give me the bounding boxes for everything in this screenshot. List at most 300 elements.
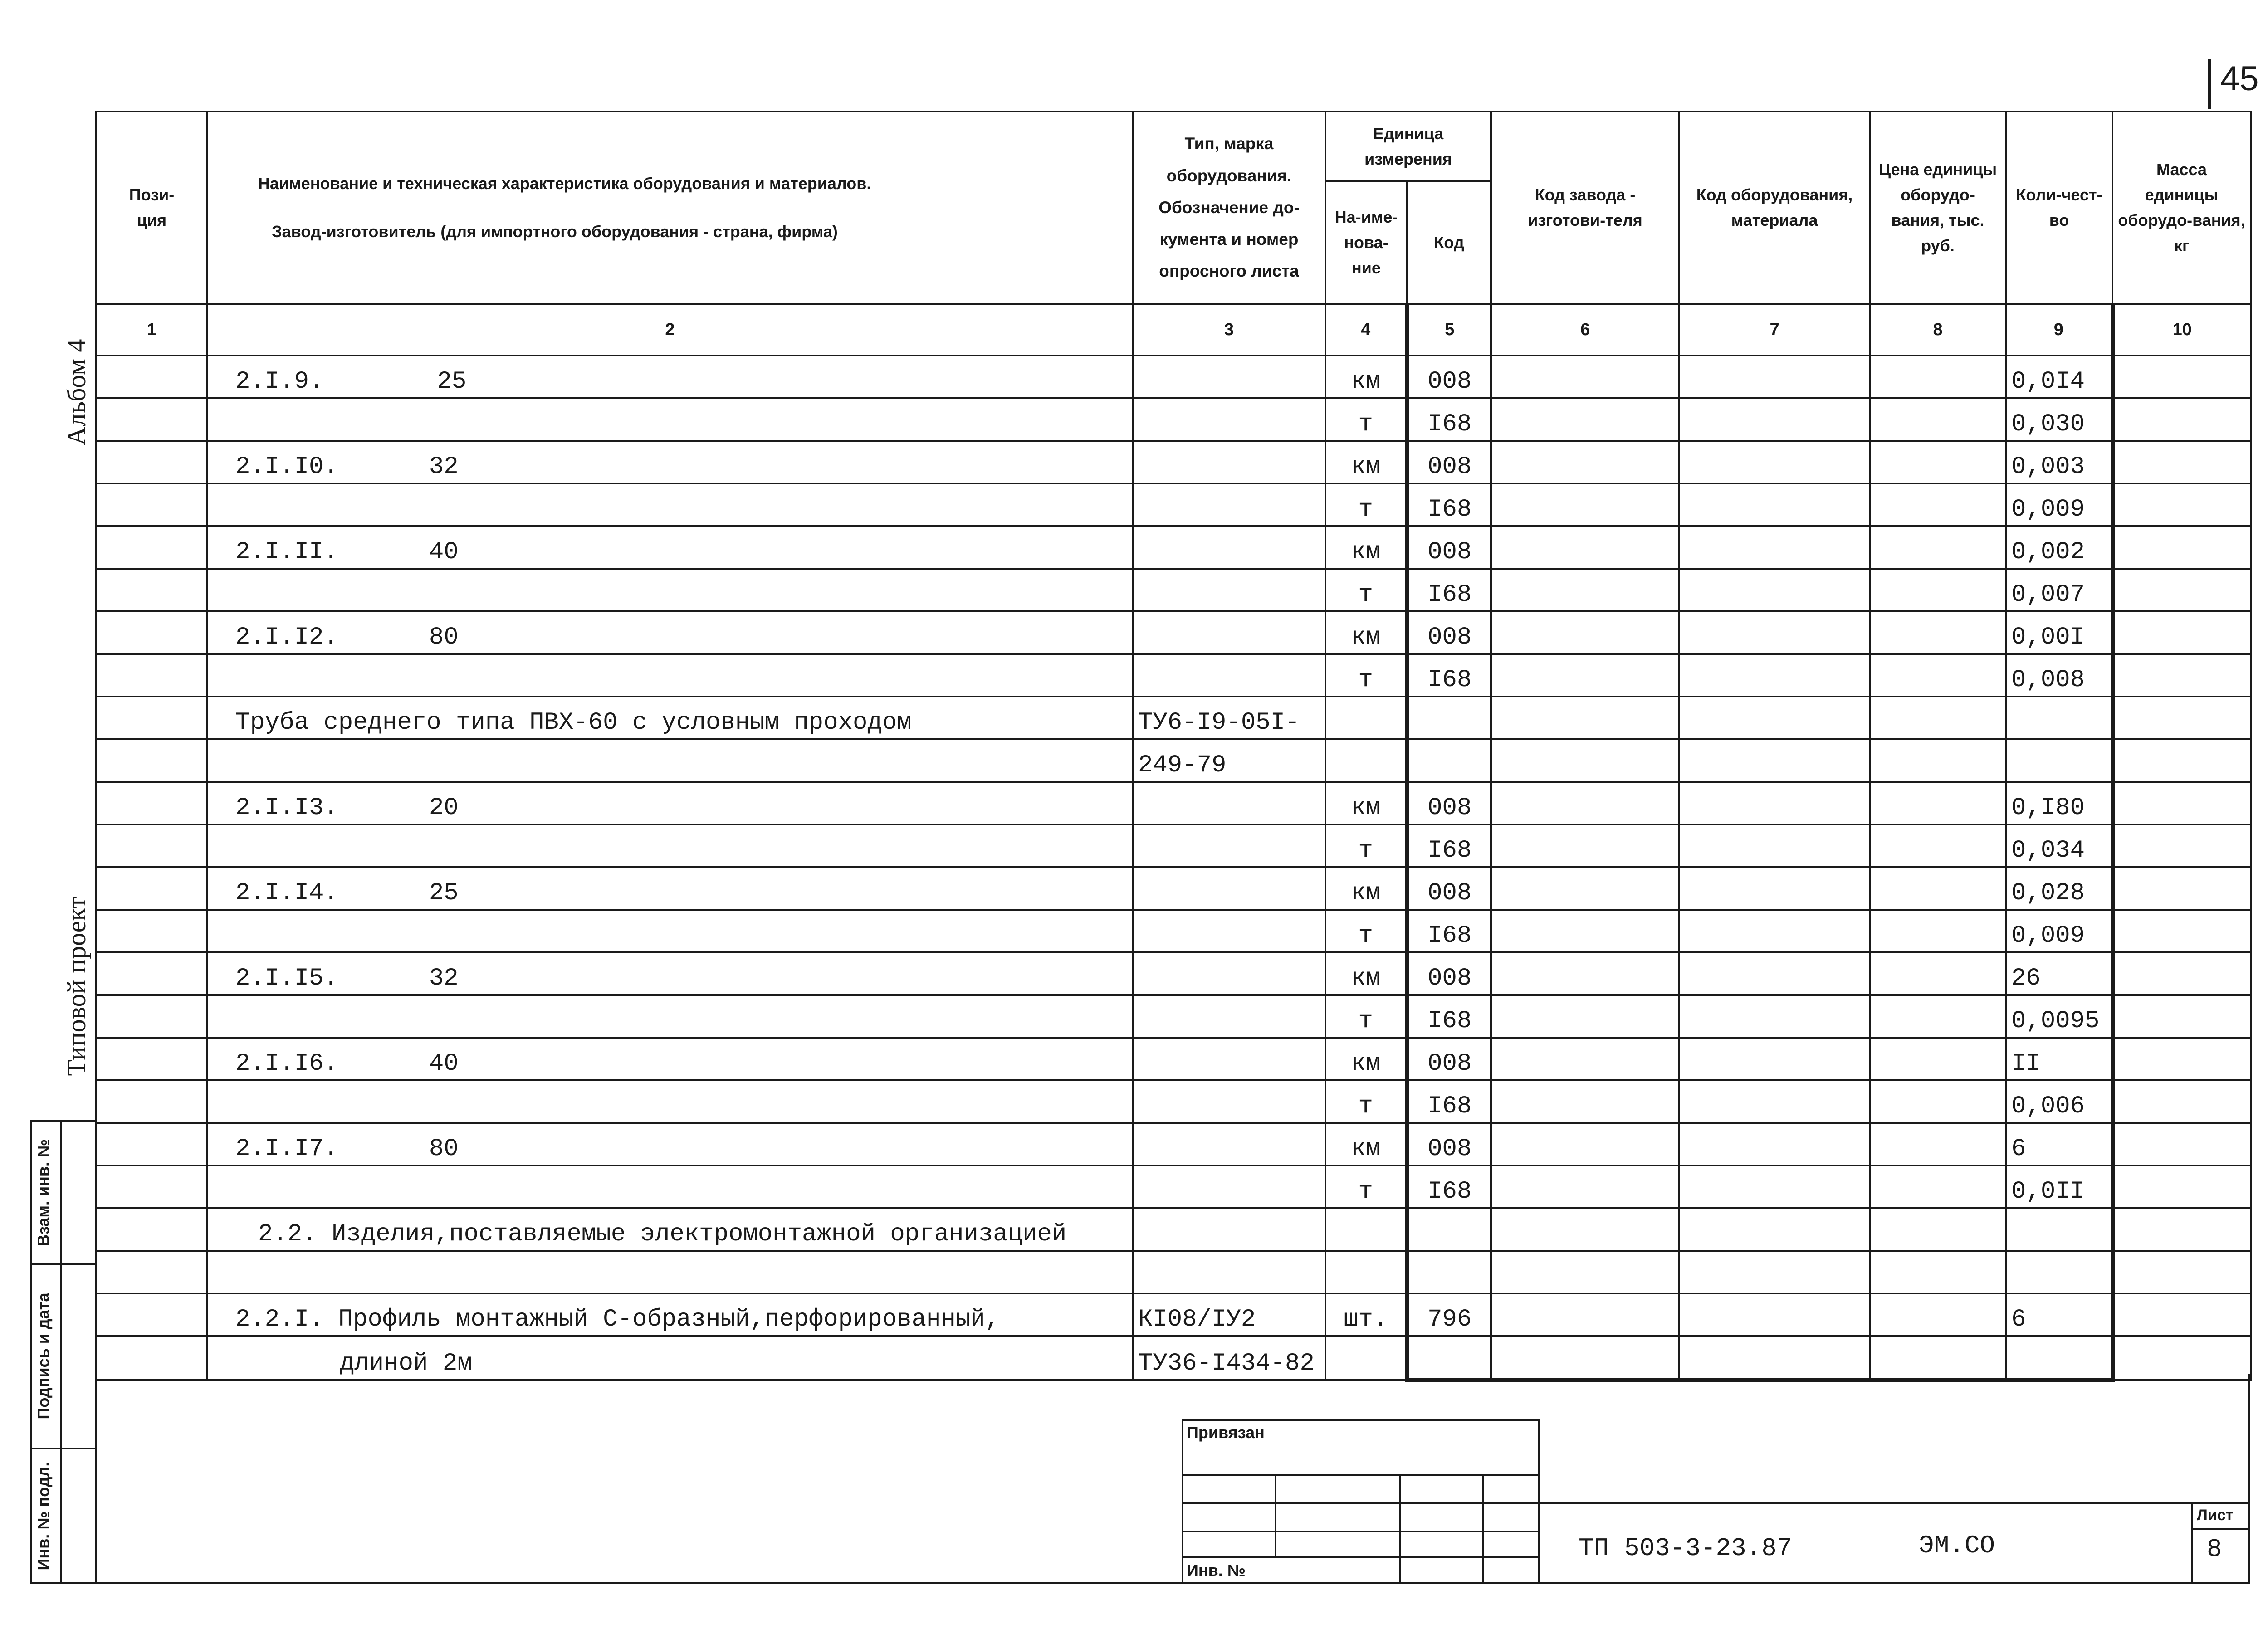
cell-unit <box>1325 1208 1407 1251</box>
cell-position <box>96 952 207 995</box>
table-row <box>96 483 2251 526</box>
cell-type <box>1133 995 1325 1038</box>
cell-price <box>1870 1336 2006 1380</box>
column-number-2: 2 <box>207 304 1133 356</box>
cell-factory-code <box>1491 867 1679 910</box>
cell-material-code <box>1679 739 1870 782</box>
cell-name-text: длиной 2м <box>340 1349 472 1377</box>
cell-name <box>207 739 1133 782</box>
cell-type <box>1133 441 1325 483</box>
cell-price <box>1870 1080 2006 1123</box>
cell-position <box>96 910 207 952</box>
cell-position <box>96 526 207 569</box>
cell-name <box>207 782 1133 824</box>
cell-quantity: 0,0095 <box>2006 995 2112 1038</box>
cell-price <box>1870 356 2006 398</box>
cell-unit-code <box>1407 697 1491 739</box>
cell-name <box>207 1293 1133 1336</box>
cell-dimension: 40 <box>429 538 459 566</box>
header-price: Цена единицы оборудо-вания, тыс. руб. <box>1870 112 2006 304</box>
cell-type: ТУ6-I9-05I- <box>1133 697 1325 739</box>
cell-mass <box>2112 995 2251 1038</box>
cell-factory-code <box>1491 356 1679 398</box>
cell-unit-code: 008 <box>1407 611 1491 654</box>
cell-unit-code: I68 <box>1407 910 1491 952</box>
cell-name <box>207 611 1133 654</box>
cell-unit: т <box>1325 1166 1407 1208</box>
column-number-3: 3 <box>1133 304 1325 356</box>
cell-price <box>1870 1208 2006 1251</box>
cell-material-code <box>1679 824 1870 867</box>
cell-material-code <box>1679 867 1870 910</box>
cell-factory-code <box>1491 697 1679 739</box>
table-row <box>96 356 2251 398</box>
cell-name <box>207 654 1133 697</box>
cell-factory-code <box>1491 739 1679 782</box>
cell-price <box>1870 483 2006 526</box>
cell-mass <box>2112 1293 2251 1336</box>
cell-type <box>1133 867 1325 910</box>
table-row <box>96 995 2251 1038</box>
cell-name <box>207 1123 1133 1166</box>
cell-factory-code <box>1491 1123 1679 1166</box>
header-factory-code: Код завода - изготови-теля <box>1491 112 1679 304</box>
cell-mass <box>2112 1123 2251 1166</box>
cell-name-text: 2.2. Изделия,поставляемые электромонтажной организацией <box>258 1220 1067 1248</box>
cell-price <box>1870 1038 2006 1080</box>
column-numbers-row <box>96 304 2251 356</box>
cell-position <box>96 1166 207 1208</box>
cell-unit-code: 796 <box>1407 1293 1491 1336</box>
cell-quantity: 0,009 <box>2006 483 2112 526</box>
cell-unit-code <box>1407 1336 1491 1380</box>
cell-name <box>207 910 1133 952</box>
cell-unit-code: I68 <box>1407 1080 1491 1123</box>
cell-material-code <box>1679 356 1870 398</box>
table-row <box>96 611 2251 654</box>
cell-price <box>1870 569 2006 611</box>
table-row <box>96 697 2251 739</box>
cell-unit: км <box>1325 782 1407 824</box>
titleblock-top <box>1539 1502 2250 1504</box>
table-row <box>96 1336 2251 1380</box>
cell-name-text: Труба среднего типа ПВХ-60 с условным проходом <box>235 709 912 737</box>
sheet-label: Лист <box>2197 1507 2234 1524</box>
cell-name <box>207 569 1133 611</box>
cell-type <box>1133 483 1325 526</box>
album-label: Альбом 4 <box>62 339 91 446</box>
cell-price <box>1870 995 2006 1038</box>
cell-name <box>207 1038 1133 1080</box>
cell-dimension: 32 <box>429 965 459 992</box>
table-row <box>96 824 2251 867</box>
cell-price <box>1870 782 2006 824</box>
cell-name <box>207 1080 1133 1123</box>
table-row <box>96 952 2251 995</box>
header-type: Тип, марка оборудования. Обозначение до-кумента и номер опросного листа <box>1133 112 1325 304</box>
cell-type <box>1133 1038 1325 1080</box>
cell-quantity: 0,009 <box>2006 910 2112 952</box>
column-number-7: 7 <box>1679 304 1870 356</box>
cell-quantity <box>2006 697 2112 739</box>
cell-quantity: 0,003 <box>2006 441 2112 483</box>
cell-material-code <box>1679 441 1870 483</box>
header-name <box>207 112 1133 304</box>
cell-dimension: 80 <box>429 624 459 651</box>
privyazan-vline-1 <box>1275 1474 1276 1558</box>
cell-material-code <box>1679 1293 1870 1336</box>
cell-factory-code <box>1491 1336 1679 1380</box>
cell-material-code <box>1679 910 1870 952</box>
cell-factory-code <box>1491 1038 1679 1080</box>
table-row <box>96 441 2251 483</box>
cell-mass <box>2112 654 2251 697</box>
cell-type <box>1133 952 1325 995</box>
header-name-line2: Завод-изготовитель (для импортного оборудования - страна, фирма) <box>272 222 838 241</box>
cell-unit-code: 008 <box>1407 867 1491 910</box>
cell-material-code <box>1679 1123 1870 1166</box>
cell-unit-code: 008 <box>1407 782 1491 824</box>
cell-unit: км <box>1325 867 1407 910</box>
table-row <box>96 1166 2251 1208</box>
header-unit-group: Единица измерения <box>1325 112 1491 181</box>
cell-type <box>1133 910 1325 952</box>
frame-bottom <box>30 1582 2250 1584</box>
cell-factory-code <box>1491 483 1679 526</box>
cell-quantity: 0,00I <box>2006 611 2112 654</box>
cell-unit-code: I68 <box>1407 569 1491 611</box>
header-unit-code: Код <box>1407 181 1491 304</box>
privyazan-vline-3 <box>1482 1474 1484 1584</box>
cell-unit <box>1325 1251 1407 1293</box>
cell-name-text: 2.I.I3. <box>235 794 338 822</box>
cell-name-text: 2.I.I7. <box>235 1135 338 1163</box>
cell-type <box>1133 1166 1325 1208</box>
cell-position <box>96 1038 207 1080</box>
project-label: Типовой проект <box>62 897 91 1076</box>
header-material-code: Код оборудования, материала <box>1679 112 1870 304</box>
cell-price <box>1870 1123 2006 1166</box>
cell-quantity <box>2006 1251 2112 1293</box>
cell-position <box>96 654 207 697</box>
cell-mass <box>2112 739 2251 782</box>
table-row <box>96 1123 2251 1166</box>
cell-name <box>207 441 1133 483</box>
cell-mass <box>2112 782 2251 824</box>
table-row <box>96 526 2251 569</box>
document-mark: ЭМ.СО <box>1919 1531 1995 1560</box>
cell-unit: т <box>1325 398 1407 441</box>
cell-material-code <box>1679 1038 1870 1080</box>
cell-name-text: 2.2.I. Профиль монтажный С-образный,перфорированный, <box>235 1306 1000 1333</box>
cell-unit: т <box>1325 1080 1407 1123</box>
cell-unit-code: I68 <box>1407 398 1491 441</box>
cell-mass <box>2112 952 2251 995</box>
cell-material-code <box>1679 398 1870 441</box>
table-row <box>96 569 2251 611</box>
cell-material-code <box>1679 569 1870 611</box>
cell-material-code <box>1679 611 1870 654</box>
cell-name <box>207 483 1133 526</box>
privyazan-box <box>1182 1419 1540 1584</box>
cell-name <box>207 952 1133 995</box>
cell-unit: км <box>1325 356 1407 398</box>
privyazan-label: Привязан <box>1187 1423 1265 1442</box>
cell-type: ТУ36-I434-82 <box>1133 1336 1325 1380</box>
cell-mass <box>2112 356 2251 398</box>
cell-position <box>96 697 207 739</box>
cell-price <box>1870 867 2006 910</box>
cell-material-code <box>1679 526 1870 569</box>
cell-material-code <box>1679 1208 1870 1251</box>
cell-quantity: 0,I80 <box>2006 782 2112 824</box>
column-number-8: 8 <box>1870 304 2006 356</box>
cell-name <box>207 1166 1133 1208</box>
cell-position <box>96 739 207 782</box>
cell-dimension: 32 <box>429 453 459 481</box>
cell-factory-code <box>1491 441 1679 483</box>
cell-position <box>96 824 207 867</box>
column-number-5: 5 <box>1407 304 1491 356</box>
stamp-sign-label: Подпись и дата <box>34 1293 53 1419</box>
cell-quantity: 0,008 <box>2006 654 2112 697</box>
cell-name-text: 2.I.I6. <box>235 1050 338 1078</box>
cell-unit-code <box>1407 1208 1491 1251</box>
cell-position <box>96 1123 207 1166</box>
sheet-box-divider <box>2191 1528 2250 1530</box>
cell-unit-code: 008 <box>1407 1038 1491 1080</box>
cell-name <box>207 398 1133 441</box>
specification-table <box>95 111 2252 1382</box>
cell-material-code <box>1679 483 1870 526</box>
table-row <box>96 910 2251 952</box>
table-row <box>96 1251 2251 1293</box>
privyazan-hline-3 <box>1182 1531 1540 1532</box>
cell-unit: т <box>1325 910 1407 952</box>
cell-factory-code <box>1491 1251 1679 1293</box>
cell-dimension: 20 <box>429 794 459 822</box>
cell-quantity: 26 <box>2006 952 2112 995</box>
cell-unit: шт. <box>1325 1293 1407 1336</box>
cell-unit-code: I68 <box>1407 995 1491 1038</box>
cell-name <box>207 1208 1133 1251</box>
cell-material-code <box>1679 1166 1870 1208</box>
column-number-9: 9 <box>2006 304 2112 356</box>
cell-position <box>96 995 207 1038</box>
cell-unit: км <box>1325 1123 1407 1166</box>
cell-position <box>96 1080 207 1123</box>
cell-unit: км <box>1325 441 1407 483</box>
cell-type <box>1133 1080 1325 1123</box>
privyazan-hline-4 <box>1182 1556 1540 1558</box>
column-number-4: 4 <box>1325 304 1407 356</box>
cell-unit: т <box>1325 995 1407 1038</box>
cell-dimension: 40 <box>429 1050 459 1078</box>
cell-unit: км <box>1325 952 1407 995</box>
cell-type: КI08/IУ2 <box>1133 1293 1325 1336</box>
cell-price <box>1870 398 2006 441</box>
stamp-inv-label: Инв. № подл. <box>34 1462 53 1571</box>
cell-factory-code <box>1491 654 1679 697</box>
cell-factory-code <box>1491 1166 1679 1208</box>
header-unit-name: На-име-нова-ние <box>1325 181 1407 304</box>
cell-unit: км <box>1325 1038 1407 1080</box>
cell-quantity: 0,030 <box>2006 398 2112 441</box>
cell-mass <box>2112 1336 2251 1380</box>
cell-mass <box>2112 483 2251 526</box>
cell-unit-code: I68 <box>1407 1166 1491 1208</box>
cell-type <box>1133 398 1325 441</box>
cell-factory-code <box>1491 824 1679 867</box>
cell-position <box>96 867 207 910</box>
cell-unit-code: 008 <box>1407 356 1491 398</box>
cell-dimension: 25 <box>437 368 467 395</box>
sheet-number: 8 <box>2207 1535 2222 1564</box>
cell-price <box>1870 654 2006 697</box>
cell-quantity <box>2006 1208 2112 1251</box>
table-row <box>96 782 2251 824</box>
cell-mass <box>2112 569 2251 611</box>
cell-position <box>96 398 207 441</box>
cell-quantity: 6 <box>2006 1293 2112 1336</box>
stamp-strip-inv-value <box>60 1448 97 1584</box>
cell-mass <box>2112 611 2251 654</box>
privyazan-vline-2 <box>1399 1474 1401 1584</box>
stamp-vzam-label: Взам. инв. № <box>34 1139 53 1247</box>
cell-material-code <box>1679 952 1870 995</box>
cell-mass <box>2112 910 2251 952</box>
cell-type <box>1133 569 1325 611</box>
cell-type <box>1133 1123 1325 1166</box>
cell-quantity <box>2006 739 2112 782</box>
cell-unit-code <box>1407 1251 1491 1293</box>
cell-price <box>1870 1293 2006 1336</box>
page-number: 45 <box>2220 59 2259 98</box>
cell-type <box>1133 1208 1325 1251</box>
cell-unit: км <box>1325 611 1407 654</box>
cell-quantity: 0,006 <box>2006 1080 2112 1123</box>
cell-name-text: 2.I.9. <box>235 368 324 395</box>
header-quantity: Коли-чест-во <box>2006 112 2112 304</box>
cell-material-code <box>1679 697 1870 739</box>
table-row <box>96 398 2251 441</box>
cell-factory-code <box>1491 611 1679 654</box>
cell-dimension: 25 <box>429 879 459 907</box>
cell-type <box>1133 611 1325 654</box>
cell-unit-code: I68 <box>1407 654 1491 697</box>
cell-mass <box>2112 441 2251 483</box>
cell-name-text: 2.I.I0. <box>235 453 338 481</box>
cell-price <box>1870 697 2006 739</box>
cell-position <box>96 611 207 654</box>
inv-no-label: Инв. № <box>1187 1561 1246 1580</box>
cell-quantity: 0,007 <box>2006 569 2112 611</box>
cell-quantity: 0,0II <box>2006 1166 2112 1208</box>
cell-type <box>1133 1251 1325 1293</box>
cell-quantity: 6 <box>2006 1123 2112 1166</box>
cell-quantity: 0,028 <box>2006 867 2112 910</box>
cell-name-text: 2.I.I4. <box>235 879 338 907</box>
cell-unit-code: 008 <box>1407 1123 1491 1166</box>
cell-mass <box>2112 824 2251 867</box>
cell-mass <box>2112 1038 2251 1080</box>
cell-mass <box>2112 398 2251 441</box>
cell-factory-code <box>1491 526 1679 569</box>
cell-position <box>96 569 207 611</box>
cell-type: 249-79 <box>1133 739 1325 782</box>
privyazan-hline-1 <box>1182 1474 1540 1476</box>
cell-name <box>207 1251 1133 1293</box>
cell-factory-code <box>1491 398 1679 441</box>
cell-price <box>1870 1166 2006 1208</box>
column-number-1: 1 <box>96 304 207 356</box>
cell-type <box>1133 356 1325 398</box>
cell-material-code <box>1679 654 1870 697</box>
table-row <box>96 867 2251 910</box>
cell-name <box>207 697 1133 739</box>
cell-type <box>1133 526 1325 569</box>
cell-quantity: 0,0I4 <box>2006 356 2112 398</box>
cell-mass <box>2112 1251 2251 1293</box>
cell-name-text: 2.I.I5. <box>235 965 338 992</box>
cell-position <box>96 1208 207 1251</box>
table-row <box>96 1293 2251 1336</box>
cell-position <box>96 1336 207 1380</box>
header-mass: Масса единицы оборудо-вания, кг <box>2112 112 2251 304</box>
cell-factory-code <box>1491 782 1679 824</box>
cell-unit-code: 008 <box>1407 441 1491 483</box>
cell-name <box>207 356 1133 398</box>
cell-unit: т <box>1325 654 1407 697</box>
cell-quantity: 0,034 <box>2006 824 2112 867</box>
cell-type <box>1133 654 1325 697</box>
cell-price <box>1870 1251 2006 1293</box>
cell-factory-code <box>1491 952 1679 995</box>
cell-quantity: 0,002 <box>2006 526 2112 569</box>
cell-price <box>1870 526 2006 569</box>
cell-name <box>207 995 1133 1038</box>
cell-mass <box>2112 526 2251 569</box>
cell-unit: т <box>1325 824 1407 867</box>
cell-factory-code <box>1491 1293 1679 1336</box>
cell-material-code <box>1679 1336 1870 1380</box>
cell-name-text: 2.I.I2. <box>235 624 338 651</box>
cell-unit: т <box>1325 483 1407 526</box>
table-row <box>96 1208 2251 1251</box>
column-number-10: 10 <box>2112 304 2251 356</box>
cell-factory-code <box>1491 1080 1679 1123</box>
cell-type <box>1133 824 1325 867</box>
cell-material-code <box>1679 1080 1870 1123</box>
cell-mass <box>2112 697 2251 739</box>
cell-position <box>96 1251 207 1293</box>
cell-name <box>207 526 1133 569</box>
cell-price <box>1870 952 2006 995</box>
cell-price <box>1870 739 2006 782</box>
cell-price <box>1870 611 2006 654</box>
cell-mass <box>2112 1080 2251 1123</box>
cell-mass <box>2112 1166 2251 1208</box>
cell-name <box>207 867 1133 910</box>
cell-factory-code <box>1491 995 1679 1038</box>
cell-factory-code <box>1491 569 1679 611</box>
cell-price <box>1870 824 2006 867</box>
column-number-6: 6 <box>1491 304 1679 356</box>
stamp-strip-vzam-value <box>60 1120 97 1265</box>
cell-unit: т <box>1325 569 1407 611</box>
cell-unit <box>1325 697 1407 739</box>
cell-price <box>1870 910 2006 952</box>
